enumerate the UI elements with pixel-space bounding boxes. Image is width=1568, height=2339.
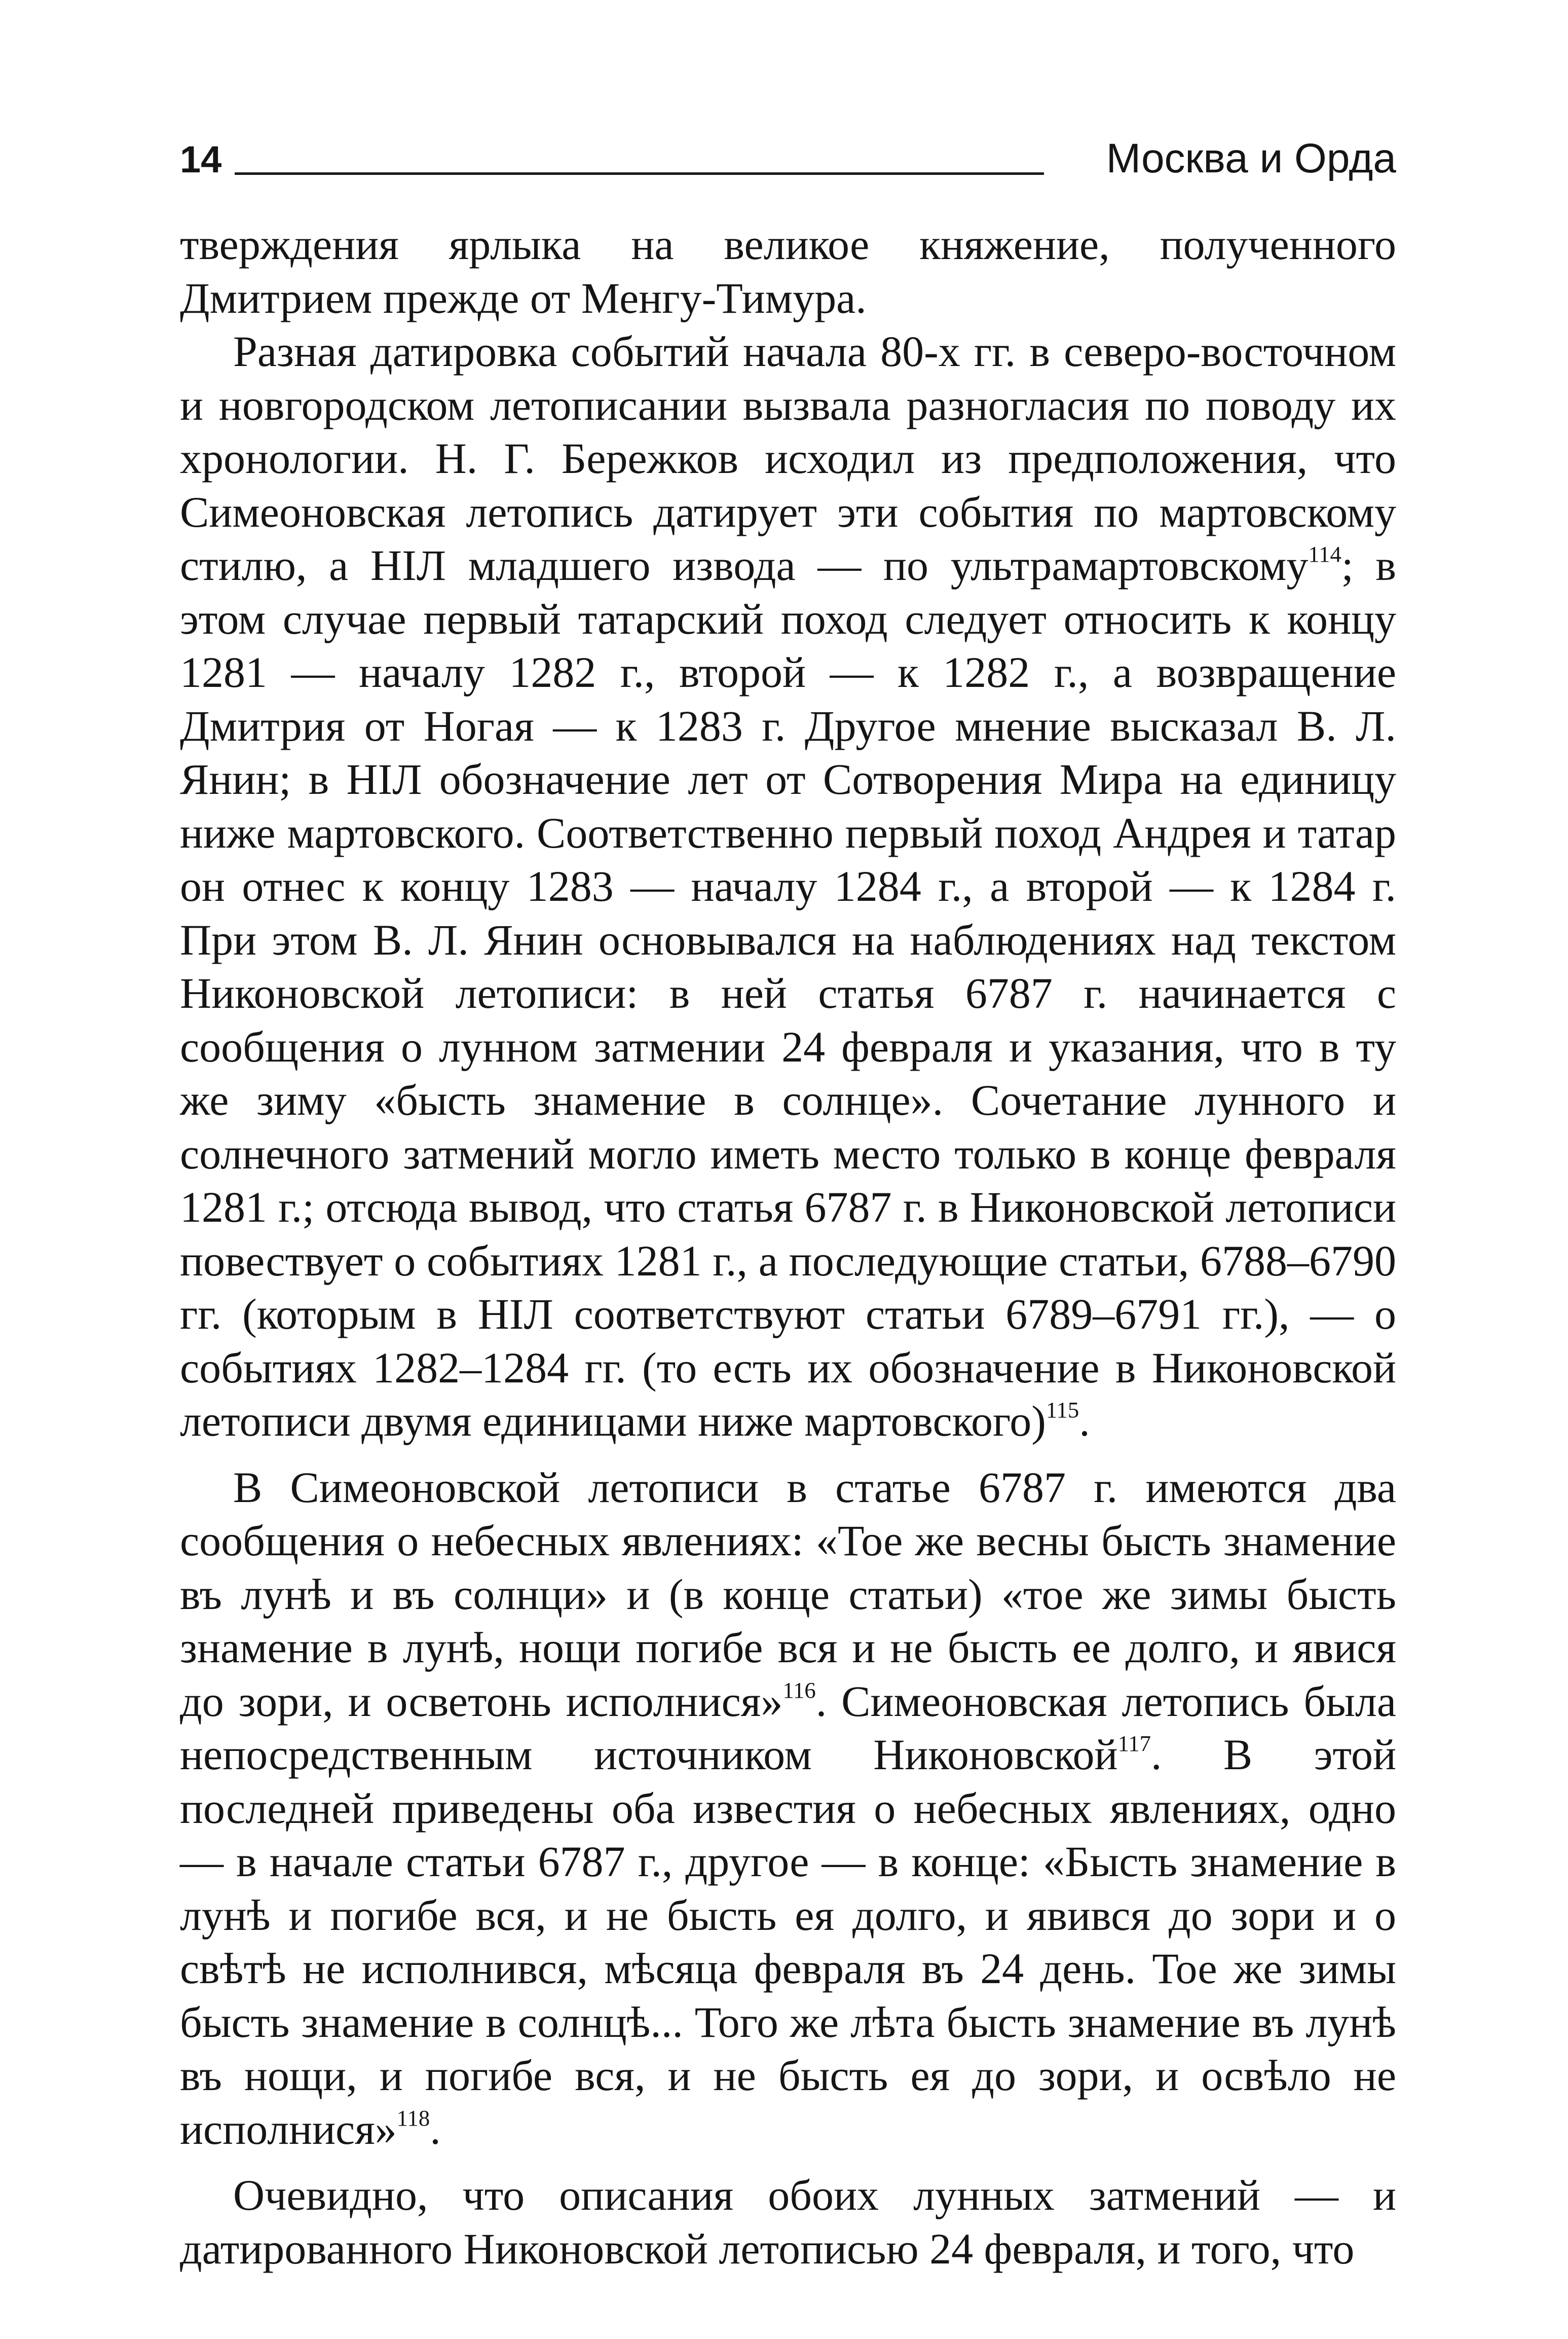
text-run: . bbox=[430, 2104, 441, 2153]
footnote-marker: 114 bbox=[1308, 541, 1341, 567]
text-run: Разная датировка событий начала 80-х гг. в северо-восточном и новгородском летописании вызвала разногласия по поводу их хронологии. Н. Г. Бережков исходил из предположения, что Симеоновская летопись датирует эти события по мартовскому стилю, а НIЛ младшего извода — по ультрамартовскому bbox=[180, 327, 1396, 590]
footnote-marker: 117 bbox=[1117, 1731, 1151, 1757]
footnote-marker: 118 bbox=[396, 2105, 430, 2131]
text-run: ; в этом случае первый татарский поход следует относить к концу 1281 — началу 1282 г., второй — к 1282 г., а возвращение Дмитрия от Ногая — к 1283 г. Другое мнение высказал В. Л. Янин; в НIЛ обозначение лет от Сотворения Мира на единицу ниже мартовского. Соответственно первый поход Андрея и татар он отнес к концу 1283 — началу 1284 г., а второй — к 1284 г. При этом В. Л. Янин основывался на наблюдениях над текстом Никоновской летописи: в ней статья 6787 г. начинается с сообщения о лунном затмении 24 февраля и указания, что в ту же зиму «бысть знамение в солнце». Сочетание лунного и солнечного затмений могло иметь место только в конце февраля 1281 г.; отсюда вывод, что статья 6787 г. в Никоновской летописи повествует о событиях 1281 г., а последующие статьи, 6788–6790 гг. (которым в НIЛ соответствуют статьи 6789–6791 гг.), — о событиях 1282–1284 гг. (то есть их обозначение в Никоновской летописи двумя единицами ниже мартовского) bbox=[180, 541, 1397, 1445]
running-title: Москва и Орда bbox=[1106, 135, 1396, 181]
footnote-marker: 116 bbox=[782, 1677, 816, 1703]
text-run: . bbox=[1079, 1397, 1090, 1445]
page-number: 14 bbox=[180, 138, 222, 180]
text-run: . Симеоновская летопись была непосредственным источником Никоновской bbox=[180, 1676, 1396, 1779]
text-run: тверждения ярлыка на великое княжение, полученного Дмитрием прежде от Менгу-Тимура. bbox=[180, 220, 1396, 322]
body-text bbox=[180, 218, 1396, 2276]
header-rule bbox=[235, 172, 1044, 175]
book-page bbox=[180, 137, 1396, 2276]
paragraph bbox=[180, 325, 1396, 1448]
text-run: В Симеоновской летописи в статье 6787 г. имеются два сообщения о небесных явлениях: «Тое же весны бысть знамение въ лунѣ и въ солнци» и (в конце статьи) «тое же зимы бысть знамение в лунѣ, нощи погибе вся и не бысть ее долго, и явися до зори, и осветонь исполнися» bbox=[180, 1463, 1396, 1726]
paragraph bbox=[180, 218, 1396, 325]
text-run: . В этой последней приведены оба известия о небесных явлениях, одно — в начале статьи 6787 г., другое — в конце: «Бысть знамение в лунѣ и погибе вся, и не бысть ея долго, и явився до зори и о свѣтѣ не исполнився, мѣсяца февраля въ 24 день. Тое же зимы бысть знамение в солнцѣ... Того же лѣта бысть знамение въ лунѣ въ нощи, и погибе вся, и не бысть ея до зори, и освѣло не исполнися» bbox=[180, 1730, 1396, 2153]
running-header bbox=[180, 137, 1396, 193]
text-run: Очевидно, что описания обоих лунных затмений — и датированного Никоновской летописью 24 февраля, и того, что bbox=[180, 2171, 1396, 2273]
paragraph bbox=[180, 1461, 1396, 2157]
paragraph bbox=[180, 2169, 1396, 2276]
footnote-marker: 115 bbox=[1046, 1397, 1079, 1423]
